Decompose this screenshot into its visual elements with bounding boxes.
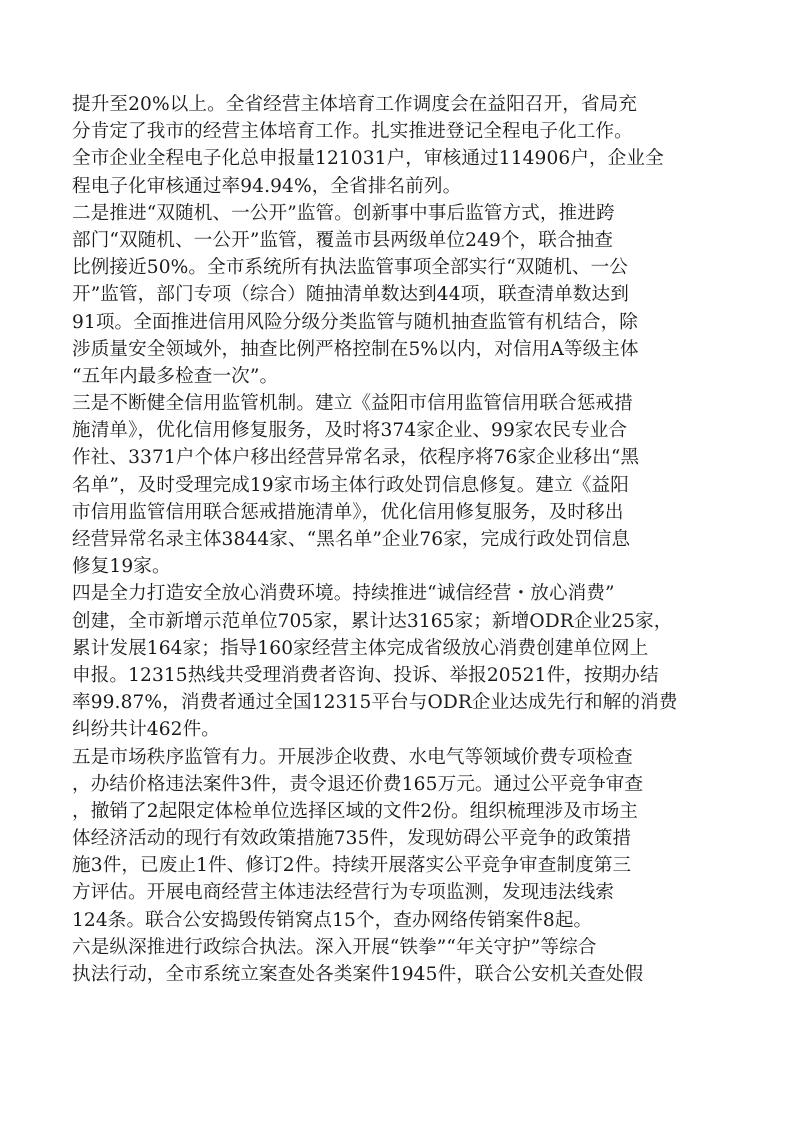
text-line: ，撤销了2起限定体检单位选择区域的文件2份。组织梳理涉及市场主 (72, 800, 638, 822)
text-line: 名单”，及时受理完成19家市场主体行政处罚信息修复。建立《益阳 (72, 474, 629, 496)
text-line: 修复19家。 (72, 556, 171, 578)
text-line: 程电子化审核通过率94.94%，全省排名前列。 (72, 175, 462, 197)
text-line: 经营异常名录主体3844家、“黑名单”企业76家，完成行政处罚信息 (72, 529, 631, 550)
document-body (72, 91, 722, 988)
text-line: 作社、3371户个体户移出经营异常名录，依程序将76家企业移出“黑 (72, 447, 640, 469)
text-line: 部门“双随机、一公开”监管，覆盖市县两级单位249个，联合抽查 (72, 229, 614, 251)
text-line: 提升至20%以上。全省经营主体培育工作调度会在益阳召开，省局充 (72, 94, 638, 115)
text-line: 体经济活动的现行有效政策措施735件，发现妨碍公平竞争的政策措 (72, 828, 632, 850)
text-line: 申报。12315热线共受理消费者咨询、投诉、举报20521件，按期办结 (72, 664, 659, 686)
section-heading-line: 三是不断健全信用监管机制。建立《益阳市信用监管信用联合惩戒措 (72, 393, 633, 415)
text-line: 执法行动，全市系统立案查处各类案件1945件，联合公安机关查处假 (72, 964, 644, 985)
text-line: 91项。全面推进信用风险分级分类监管与随机抽查监管有机结合，除 (72, 311, 638, 333)
text-line: 创建，全市新增示范单位705家，累计达3165家；新增ODR企业25家， (72, 610, 673, 632)
text-line: 开”监管，部门专项（综合）随抽清单数达到44项，联查清单数达到 (72, 284, 629, 306)
text-line: 124条。联合公安捣毁传销窝点15个，查办网络传销案件8起。 (72, 909, 593, 931)
section-heading-line: 六是纵深推进行政综合执法。深入开展“铁拳”“年关守护”等综合 (72, 936, 597, 958)
text-line: “五年内最多检查一次”。 (72, 365, 279, 387)
text-line: 市信用监管信用联合惩戒措施清单》，优化信用修复服务，及时移出 (72, 501, 624, 523)
text-line: ，办结价格违法案件3件，责令退还价费165万元。通过公平竞争审查 (72, 773, 644, 795)
text-line: 方评估。开展电商经营主体违法经营行为专项监测，发现违法线索 (72, 882, 615, 904)
text-line: 比例接近50%。全市系统所有执法监管事项全部实行“双随机、一公 (72, 257, 628, 279)
text-line: 涉质量安全领域外，抽查比例严格控制在5%以内，对信用A等级主体 (72, 338, 639, 360)
text-line: 全市企业全程电子化总申报量121031户，审核通过114906户，企业全 (72, 148, 664, 170)
section-heading-line: 五是市场秩序监管有力。开展涉企收费、水电气等领域价费专项检查 (72, 746, 633, 768)
text-line: 纠纷共计462件。 (72, 719, 220, 741)
text-line: 率99.87%，消费者通过全国12315平台与ODR企业达成先行和解的消费 (72, 692, 678, 714)
text-line: 分肯定了我市的经营主体培育工作。扎实推进登记全程电子化工作。 (72, 121, 633, 143)
text-line: 施清单》，优化信用修复服务，及时将374家企业、99家农民专业合 (72, 420, 628, 442)
section-heading-line: 二是推进“双随机、一公开”监管。创新事中事后监管方式，推进跨 (72, 202, 615, 224)
text-line: 累计发展164家；指导160家经营主体完成省级放心消费创建单位网上 (72, 637, 649, 659)
section-heading-line: 四是全力打造安全放心消费环境。持续推进“诚信经营・放心消费” (72, 583, 615, 605)
text-line: 施3件，已废止1件、修订2件。持续开展落实公平竞争审查制度第三 (72, 855, 632, 877)
